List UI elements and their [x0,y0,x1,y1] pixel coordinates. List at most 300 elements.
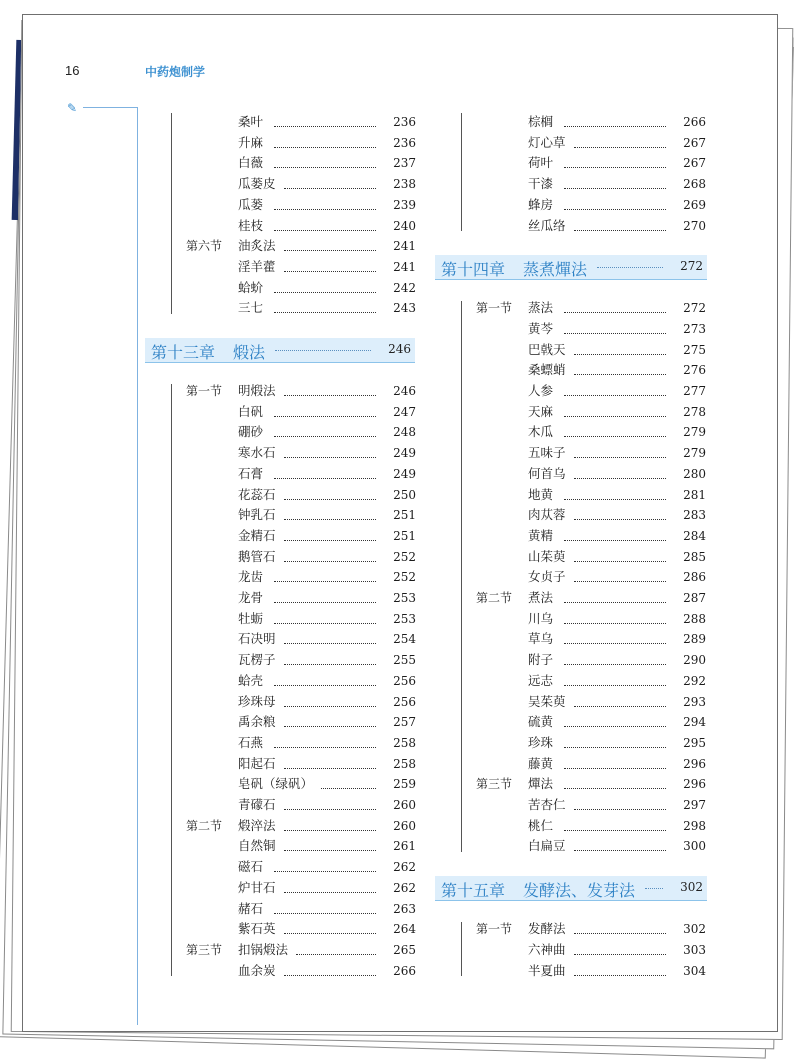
toc-entry[interactable] [476,941,706,959]
leader-dots [564,672,666,686]
toc-entry[interactable] [186,879,416,897]
entry-title: 五味子 [528,445,566,461]
entry-page-number: 249 [393,466,416,481]
entry-page-number: 295 [683,735,706,750]
toc-entry[interactable] [186,693,416,711]
chapter-heading[interactable] [435,255,707,280]
leader-dots [564,320,666,334]
entry-page-number: 256 [393,694,416,709]
leader-dots [284,175,376,189]
leader-dots [574,134,666,148]
toc-entry[interactable] [186,134,416,152]
entry-title: 半夏曲 [528,962,566,978]
toc-entry[interactable] [186,113,416,131]
entry-title: 石燕 [238,734,264,750]
entry-page-number: 262 [393,860,416,875]
leader-dots [274,113,376,127]
entry-title: 钟乳石 [238,507,276,523]
entry-title: 桃仁 [528,817,554,833]
leader-dots [274,900,376,914]
entry-page-number: 298 [683,818,706,833]
toc-entry[interactable] [186,237,416,255]
leader-dots [284,879,376,893]
leader-dots [284,444,376,458]
entry-page-number: 297 [683,798,706,812]
entry-title: 煅淬法 [238,817,276,833]
entry-page-number: 236 [393,115,416,129]
entry-page-number: 253 [393,611,416,626]
entry-page-number: 251 [393,508,416,523]
chapter-title [151,340,265,363]
entry-page-number: 289 [683,632,706,647]
toc-entry[interactable] [476,341,706,359]
leader-dots [284,527,376,541]
entry-title: 硼砂 [238,424,264,440]
leader-dots [321,775,376,789]
entry-title: 硫黄 [528,714,554,730]
entry-title: 山茱萸 [528,548,566,564]
entry-page-number: 248 [393,425,416,440]
entry-title: 磁石 [238,859,264,875]
leader-dots [274,299,376,313]
toc-entry[interactable] [476,403,706,421]
leader-dots [564,713,666,727]
leader-dots [284,548,376,562]
entry-page-number: 239 [393,197,416,212]
leader-dots [274,589,376,603]
entry-page-number: 238 [393,177,416,192]
entry-title: 赭石 [238,900,264,916]
toc-entry[interactable] [476,734,706,752]
entry-page-number: 262 [393,880,416,895]
entry-page-number: 293 [683,694,706,709]
entry-page-number: 254 [393,632,416,647]
chapter-name: 发酵法、发芽法 [523,881,636,901]
entry-page-number: 284 [683,528,706,543]
toc-entry[interactable] [476,196,706,214]
entry-page-number: 249 [393,446,416,461]
toc-entry[interactable] [186,858,416,876]
section-bracket-line [461,113,462,231]
toc-entry[interactable] [186,651,416,669]
leader-dots [564,527,666,541]
entry-page-number: 252 [393,570,416,585]
entry-page-number: 252 [393,549,416,564]
leader-dots [284,713,376,727]
entry-page-number: 290 [683,653,706,668]
chapter-heading[interactable] [145,338,415,363]
toc-entry[interactable] [476,320,706,338]
leader-dots [284,258,376,272]
toc-entry[interactable] [476,527,706,545]
entry-page-number: 304 [683,963,706,978]
entry-title: 地黄 [528,486,554,502]
entry-title: 桑叶 [238,114,264,129]
entry-title: 禹余粮 [238,714,276,730]
entry-title: 淫羊藿 [238,258,276,274]
entry-title: 自然铜 [238,838,276,854]
entry-page-number: 276 [683,363,706,378]
toc-entry[interactable] [476,299,706,317]
entry-page-number: 275 [683,342,706,357]
toc-entry[interactable] [186,154,416,172]
toc-entry[interactable] [186,755,416,773]
entry-title: 黄芩 [528,320,554,336]
toc-entry[interactable] [186,568,416,586]
decorative-margin-line [137,115,138,1025]
toc-entry[interactable] [186,610,416,628]
chapter-name: 煅法 [233,343,266,362]
section-bracket-line [461,922,462,976]
entry-title: 丝瓜络 [528,217,566,233]
toc-entry[interactable] [186,941,416,959]
entry-title: 人参 [528,383,554,398]
entry-title: 黄精 [528,527,554,543]
entry-title: 瓦楞子 [238,652,276,668]
section-label: 第一节 [476,922,513,937]
chapter-leader-dots [645,880,663,889]
toc-entry[interactable] [186,630,416,648]
leader-dots [564,175,666,189]
toc-entry[interactable] [476,465,706,483]
leader-dots [574,506,666,520]
entry-page-number: 250 [393,487,416,502]
leader-dots [564,154,666,168]
entry-title: 六神曲 [528,941,566,957]
leader-dots [574,568,666,582]
toc-entry[interactable] [186,196,416,214]
toc-entry[interactable] [186,465,416,483]
toc-entry[interactable] [186,734,416,752]
leader-dots [564,299,666,313]
leader-dots [564,734,666,748]
section-label: 第三节 [476,777,513,792]
toc-entry[interactable] [186,837,416,855]
entry-page-number: 279 [683,425,706,440]
toc-entry[interactable] [476,113,706,131]
entry-title: 炉甘石 [238,879,276,895]
toc-entry[interactable] [476,693,706,711]
entry-page-number: 287 [683,591,706,605]
leader-dots [284,486,376,500]
toc-entry[interactable] [476,382,706,400]
leader-dots [274,134,376,148]
entry-page-number: 260 [393,798,416,812]
toc-entry[interactable] [186,900,416,918]
toc-entry[interactable] [186,775,416,793]
leader-dots [284,651,376,665]
toc-entry[interactable] [476,920,706,938]
entry-page-number: 258 [393,756,416,771]
entry-page-number: 246 [393,384,416,398]
entry-title: 紫石英 [238,921,276,937]
entry-title: 鹅管石 [238,548,276,564]
entry-title: 肉苁蓉 [528,507,566,523]
entry-title: 三七 [238,300,264,316]
entry-title: 牡蛎 [238,610,264,626]
toc-entry[interactable] [476,962,706,980]
chapter-number: 第十四章 [441,260,506,280]
entry-title: 升麻 [238,134,264,150]
entry-page-number: 292 [683,673,706,688]
leader-dots [284,693,376,707]
entry-page-number: 243 [393,301,416,316]
chapter-page-number: 272 [680,259,703,274]
leader-dots [284,837,376,851]
entry-title: 蜂房 [528,196,554,212]
entry-page-number: 277 [683,384,706,398]
leader-dots [274,610,376,624]
toc-entry[interactable] [476,361,706,379]
leader-dots [574,962,666,976]
entry-title: 巴戟天 [528,341,566,357]
toc-entry[interactable] [186,506,416,524]
toc-entry[interactable] [476,134,706,152]
toc-entry[interactable] [186,672,416,690]
chapter-title [441,257,587,280]
leader-dots [284,630,376,644]
entry-page-number: 264 [393,922,416,937]
toc-entry[interactable] [476,548,706,566]
entry-page-number: 268 [683,177,706,192]
entry-title: 血余炭 [238,962,276,978]
entry-page-number: 294 [683,715,706,730]
entry-title: 青礞石 [238,797,276,812]
entry-title: 龙齿 [238,569,264,585]
leader-dots [274,279,376,293]
toc-entry[interactable] [186,796,416,814]
leader-dots [284,382,376,396]
entry-page-number: 261 [393,839,416,854]
entry-title: 棕榈 [528,114,554,129]
entry-title: 花蕊石 [238,486,276,502]
toc-entry[interactable] [186,423,416,441]
entry-title: 扣锅煅法 [238,941,289,957]
toc-entry[interactable] [186,299,416,317]
entry-title: 蒸法 [528,300,554,316]
entry-title: 荷叶 [528,155,554,171]
entry-page-number: 241 [393,239,416,254]
entry-page-number: 285 [683,549,706,564]
toc-entry[interactable] [186,920,416,938]
toc-entry[interactable] [186,258,416,276]
entry-title: 皂矾（绿矾） [238,776,314,792]
toc-entry[interactable] [476,568,706,586]
chapter-page-number: 246 [388,342,411,356]
entry-title: 桂枝 [238,217,264,233]
entry-title: 龙骨 [238,590,264,605]
toc-entry[interactable] [186,589,416,607]
entry-title: 灯心草 [528,134,566,150]
entry-title: 白薇 [238,155,264,171]
chapter-leader-dots [275,342,371,351]
toc-entry[interactable] [476,630,706,648]
entry-page-number: 288 [683,611,706,626]
entry-page-number: 286 [683,570,706,585]
leader-dots [574,217,666,231]
entry-page-number: 280 [683,466,706,481]
page-number: 16 [65,63,80,78]
entry-page-number: 279 [683,446,706,461]
toc-entry[interactable] [186,403,416,421]
leader-dots [274,154,376,168]
toc-entry[interactable] [476,713,706,731]
entry-page-number: 266 [683,115,706,129]
entry-title: 蛤蚧 [238,279,264,295]
toc-entry[interactable] [476,175,706,193]
entry-page-number: 272 [683,301,706,316]
toc-entry[interactable] [186,175,416,193]
toc-entry[interactable] [476,154,706,172]
entry-title: 附子 [528,652,554,668]
toc-entry[interactable] [186,713,416,731]
toc-entry[interactable] [476,651,706,669]
chapter-heading[interactable] [435,876,707,901]
toc-entry[interactable] [476,796,706,814]
entry-title: 苦杏仁 [528,797,566,812]
entry-title: 桑螵蛸 [528,362,566,378]
entry-page-number: 283 [683,508,706,523]
entry-title: 瓜蒌 [238,196,264,212]
entry-page-number: 240 [393,218,416,233]
chapter-number: 第十五章 [441,881,506,901]
leader-dots [274,734,376,748]
leader-dots [564,589,666,603]
entry-title: 珍珠 [528,734,554,750]
leader-dots [274,403,376,417]
leader-dots [574,796,666,810]
entry-page-number: 296 [683,777,706,792]
toc-entry[interactable] [186,444,416,462]
decorative-rule [83,107,133,108]
leader-dots [564,382,666,396]
chapter-title [441,878,635,901]
entry-title: 石膏 [238,465,264,481]
toc-entry[interactable] [476,755,706,773]
section-label: 第二节 [186,818,223,833]
leader-dots [284,920,376,934]
leader-dots [574,465,666,479]
leader-dots [574,361,666,375]
section-label: 第六节 [186,239,223,254]
entry-page-number: 267 [683,135,706,150]
entry-title: 白矾 [238,403,264,419]
leader-dots [284,506,376,520]
entry-page-number: 255 [393,653,416,668]
entry-title: 寒水石 [238,445,276,461]
entry-title: 何首乌 [528,465,566,481]
entry-page-number: 237 [393,156,416,171]
leader-dots [564,196,666,210]
toc-entry[interactable] [476,506,706,524]
leader-dots [564,423,666,437]
toc-entry[interactable] [186,279,416,297]
entry-title: 远志 [528,672,554,688]
entry-page-number: 242 [393,280,416,295]
leader-dots [284,796,376,810]
toc-entry[interactable] [476,837,706,855]
toc-entry[interactable] [186,217,416,235]
leader-dots [574,837,666,851]
toc-entry[interactable] [186,548,416,566]
entry-page-number: 270 [683,218,706,233]
leader-dots [564,403,666,417]
leader-dots [564,630,666,644]
entry-page-number: 263 [393,901,416,916]
entry-title: 干漆 [528,176,554,192]
chapter-page-number: 302 [680,880,703,895]
toc-entry[interactable] [476,486,706,504]
chapter-name: 蒸煮燀法 [523,260,588,280]
entry-title: 瓜蒌皮 [238,176,276,192]
entry-title: 川乌 [528,610,554,626]
entry-title: 明煅法 [238,383,276,398]
toc-entry[interactable] [476,423,706,441]
leader-dots [574,920,666,934]
entry-page-number: 269 [683,197,706,212]
leader-dots [574,548,666,562]
entry-page-number: 256 [393,673,416,688]
leader-dots [564,113,666,127]
toc-entry[interactable] [476,589,706,607]
leader-dots [284,237,376,251]
leader-dots [564,486,666,500]
entry-title: 金精石 [238,527,276,543]
leader-dots [274,217,376,231]
leader-dots [564,775,666,789]
entry-title: 阳起石 [238,755,276,771]
entry-page-number: 265 [393,942,416,957]
toc-entry[interactable] [186,486,416,504]
toc-entry[interactable] [186,817,416,835]
entry-page-number: 258 [393,735,416,750]
leader-dots [274,465,376,479]
leader-dots [274,196,376,210]
toc-entry[interactable] [476,775,706,793]
leader-dots [284,962,376,976]
leader-dots [564,610,666,624]
entry-page-number: 266 [393,963,416,978]
toc-entry[interactable] [476,444,706,462]
leader-dots [564,755,666,769]
section-label: 第二节 [476,591,513,605]
leader-dots [274,568,376,582]
toc-entry[interactable] [476,817,706,835]
entry-page-number: 241 [393,259,416,274]
section-bracket-line [171,113,172,314]
toc-entry[interactable] [186,382,416,400]
entry-page-number: 303 [683,942,706,957]
leader-dots [574,941,666,955]
entry-page-number: 251 [393,528,416,543]
toc-entry[interactable] [476,217,706,235]
toc-entry[interactable] [186,527,416,545]
entry-page-number: 302 [683,922,706,937]
toc-entry[interactable] [476,610,706,628]
leader-dots [284,817,376,831]
leader-dots [564,817,666,831]
leader-dots [564,651,666,665]
running-header: 中药炮制学 [145,65,206,79]
leader-dots [574,444,666,458]
entry-title: 木瓜 [528,424,554,440]
section-label: 第一节 [476,301,513,316]
entry-page-number: 267 [683,156,706,171]
leader-dots [274,858,376,872]
toc-entry[interactable] [186,962,416,980]
toc-entry[interactable] [476,672,706,690]
entry-page-number: 257 [393,715,416,730]
